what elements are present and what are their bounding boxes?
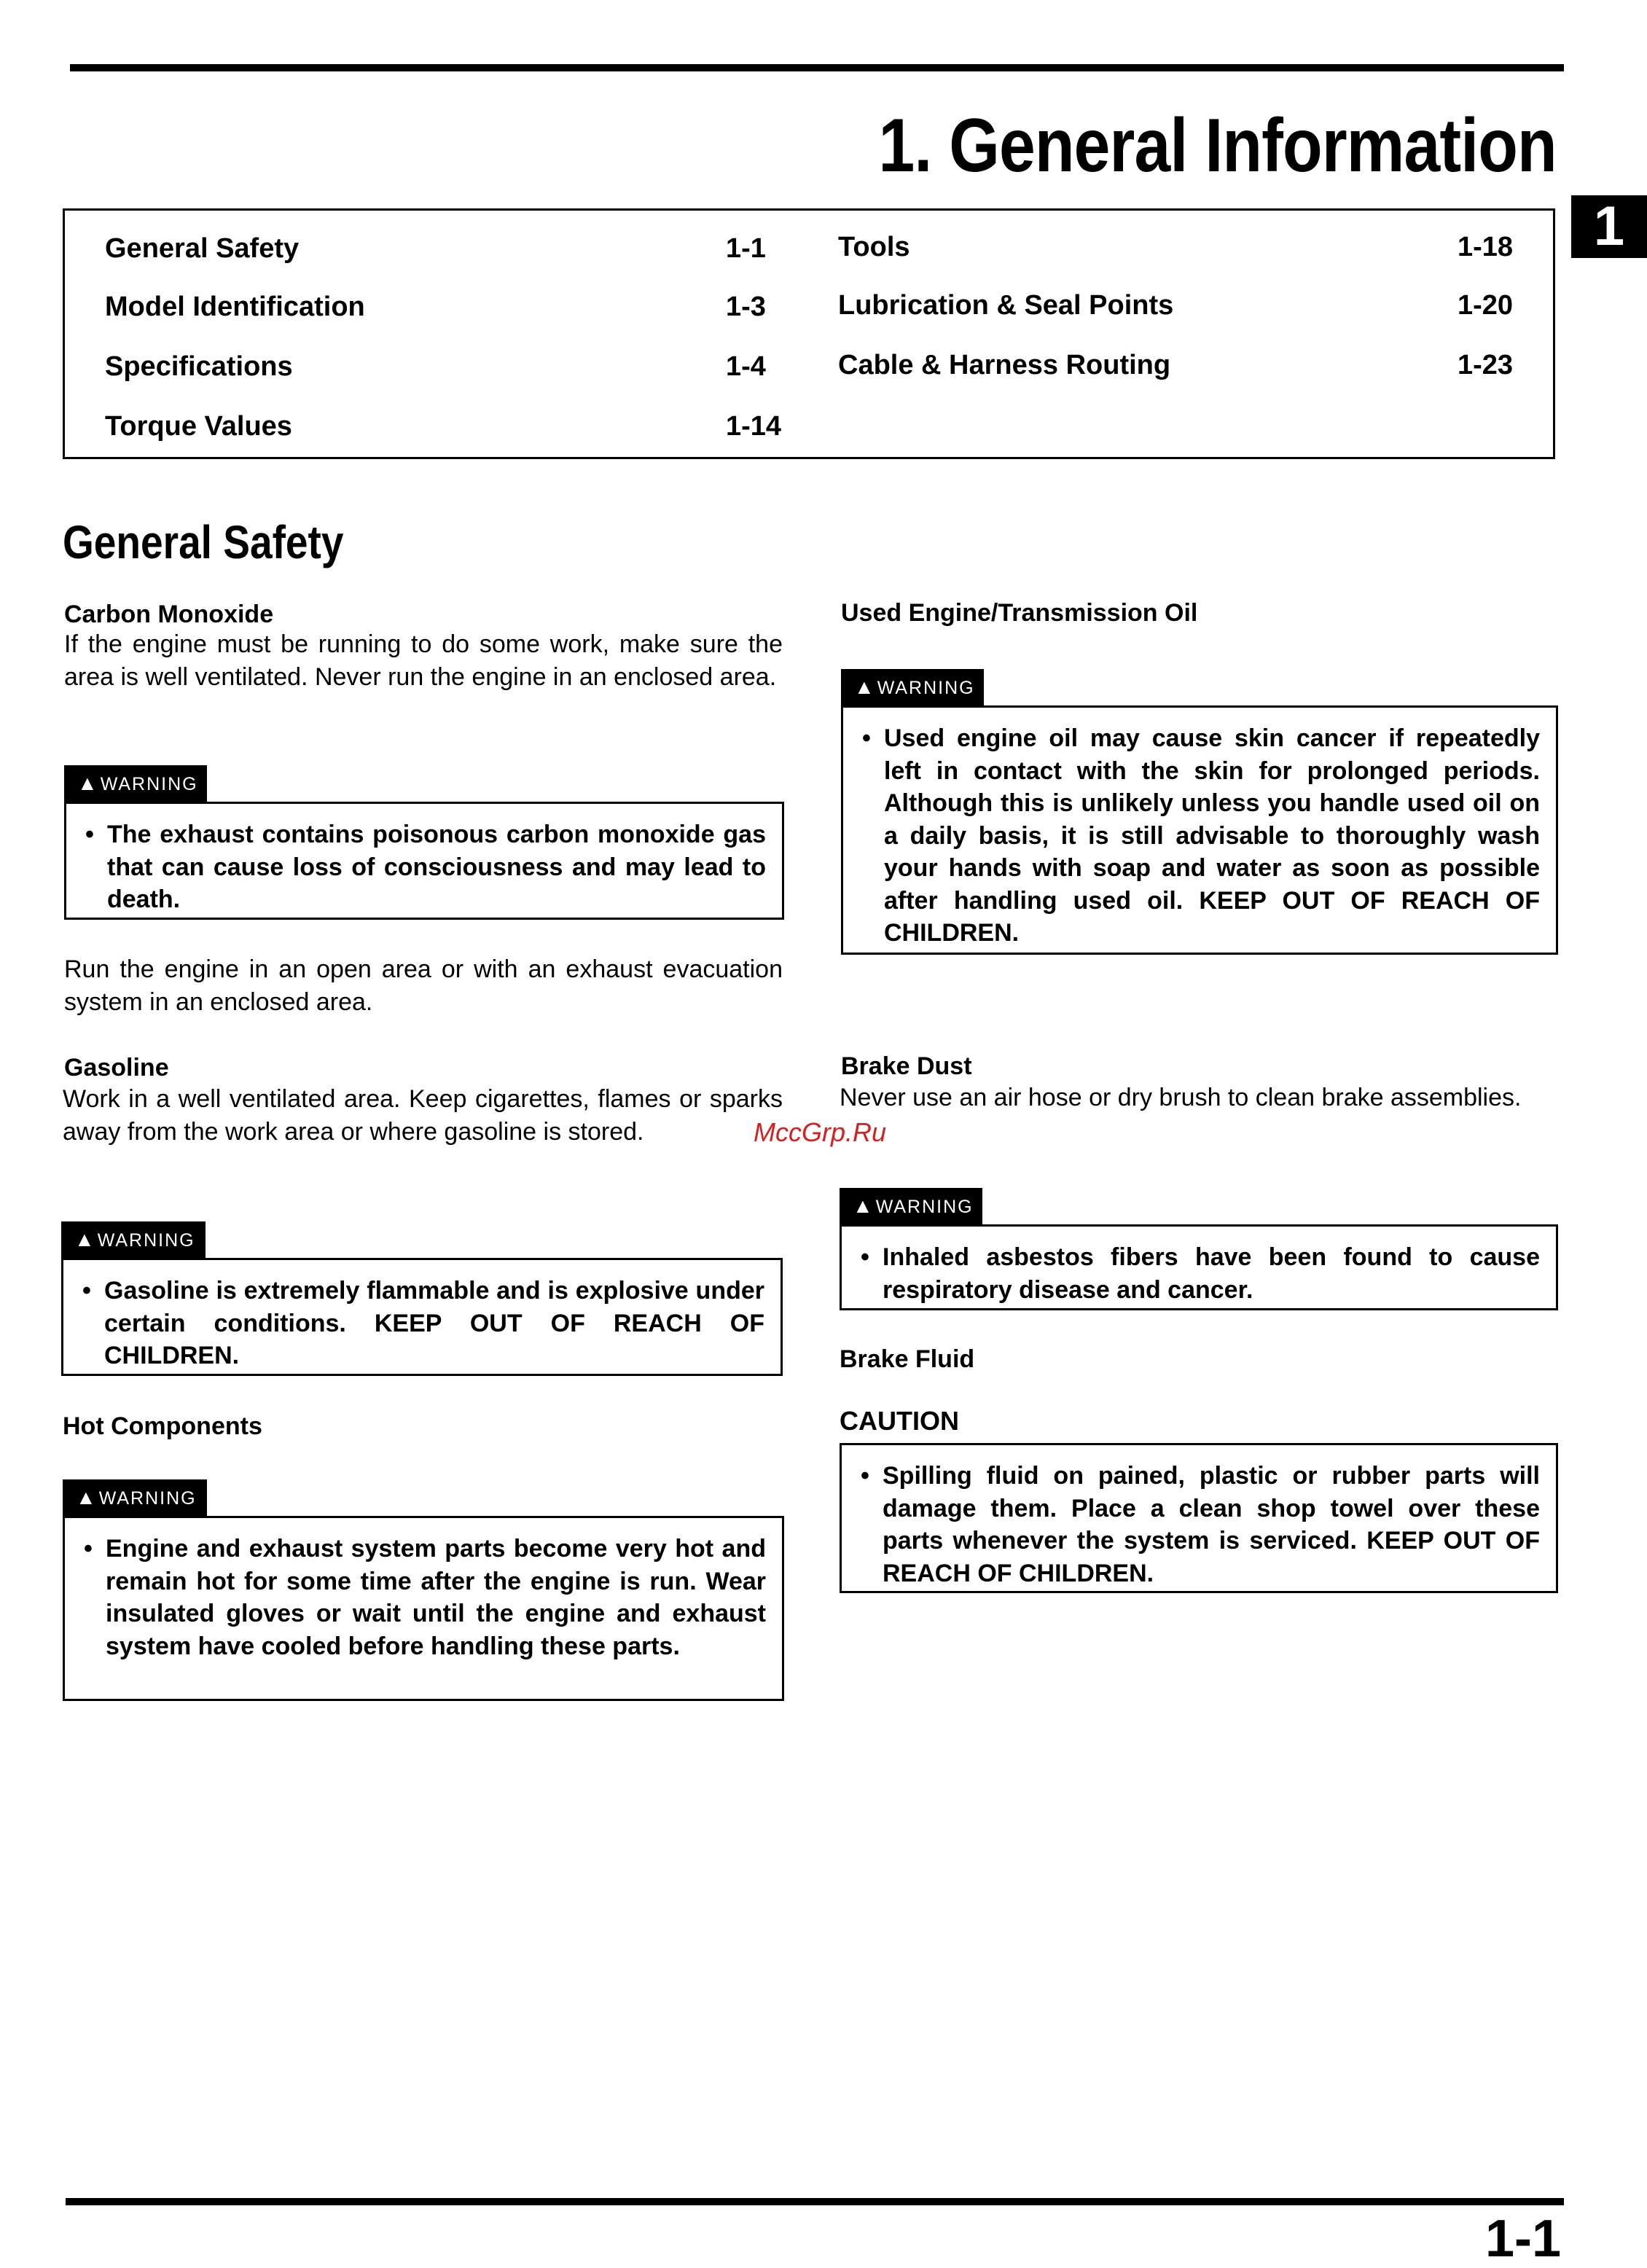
caution-box [840, 1443, 1558, 1593]
warning-box [840, 1224, 1558, 1310]
warning-text: • Used engine oil may cause skin cancer if repeatedly left in contact with the skin for prolonged periods. Although this is unlikely unless you handle used oil on a daily basis, it is still advisable to thoroughly wash your hands with soap and water as soon as possible after handling used oil. KEEP OUT OF REACH OF CHILDREN. [862, 724, 1540, 947]
warning-box [64, 802, 784, 920]
carbon-monoxide-text: If the engine must be running to do some work, make sure the area is well ventilated. Never run the engine in an enclosed area. [64, 630, 783, 691]
warning-triangle-icon: ▲ [74, 1228, 96, 1251]
toc-item-specifications[interactable]: Specifications [105, 351, 293, 382]
page-number: 1-1 [1484, 2210, 1561, 2268]
toc-item-lubrication-seal-points[interactable]: Lubrication & Seal Points [838, 290, 1174, 321]
carbon-monoxide-after-text: Run the engine in an open area or with an exhaust evacuation system in an enclosed area. [64, 955, 783, 1016]
warning-text: • Inhaled asbestos fibers have been found to cause respiratory disease and cancer. [861, 1243, 1540, 1304]
toc-page: 1-23 [1458, 350, 1514, 380]
toc-page: 1-18 [1458, 232, 1514, 262]
warning-text: • The exhaust contains poisonous carbon monoxide gas that can cause loss of consciousness and may lead to death. [85, 821, 766, 913]
brake-fluid-heading: Brake Fluid [840, 1345, 975, 1373]
brake-dust-text: Never use an air hose or dry brush to clean brake assemblies. [840, 1084, 1522, 1111]
warning-text: • Engine and exhaust system parts become very hot and remain hot for some time after the engine is run. Wear insulated gloves or wait until the engine and exhaust system have cooled before handling these parts. [84, 1535, 766, 1660]
toc-page: 1-20 [1458, 290, 1514, 321]
warning-box [841, 705, 1558, 955]
toc-page: 1-1 [726, 233, 766, 264]
toc-item-torque-values[interactable]: Torque Values [105, 411, 292, 442]
toc-page: 1-4 [726, 351, 766, 382]
gasoline-heading: Gasoline [64, 1054, 169, 1082]
section-title: General Safety [63, 516, 344, 568]
warning-triangle-icon: ▲ [854, 676, 876, 698]
warning-triangle-icon: ▲ [76, 1486, 98, 1509]
brake-dust-heading: Brake Dust [841, 1052, 972, 1080]
toc-item-tools[interactable]: Tools [838, 232, 910, 262]
header-rule [70, 64, 1564, 71]
hot-components-heading: Hot Components [63, 1412, 262, 1440]
chapter-title: 1. General Information [878, 103, 1557, 188]
caution-label: CAUTION [840, 1406, 959, 1436]
warning-box [63, 1516, 784, 1701]
warning-tag: ▲WARNING [61, 1221, 206, 1258]
warning-tag: ▲WARNING [840, 1188, 982, 1224]
used-oil-heading: Used Engine/Transmission Oil [841, 599, 1198, 627]
toc-page: 1-14 [726, 411, 782, 442]
gasoline-text: Work in a well ventilated area. Keep cigarettes, flames or sparks away from the work area or where gasoline is stored. [63, 1085, 783, 1146]
chapter-tab: 1 [1571, 195, 1647, 258]
carbon-monoxide-heading: Carbon Monoxide [64, 601, 274, 628]
warning-tag: ▲WARNING [63, 1479, 207, 1516]
caution-text: • Spilling fluid on pained, plastic or rubber parts will damage them. Place a clean shop towel over these parts whenever the system is serviced. KEEP OUT OF REACH OF CHILDREN. [861, 1462, 1540, 1587]
watermark: MccGrp.Ru [754, 1117, 887, 1147]
toc-item-model-identification[interactable]: Model Identification [105, 292, 365, 322]
warning-triangle-icon: ▲ [853, 1194, 875, 1217]
footer-rule [66, 2198, 1564, 2205]
toc-item-cable-harness-routing[interactable]: Cable & Harness Routing [838, 350, 1171, 380]
toc-page: 1-3 [726, 292, 766, 322]
warning-box [61, 1258, 783, 1376]
warning-tag: ▲WARNING [64, 765, 207, 802]
toc-item-general-safety[interactable]: General Safety [105, 233, 300, 264]
warning-tag: ▲WARNING [841, 669, 984, 705]
warning-text: • Gasoline is extremely flammable and is explosive under certain conditions. KEEP OUT OF REACH OF CHILDREN. [82, 1277, 764, 1369]
warning-triangle-icon: ▲ [77, 772, 99, 794]
